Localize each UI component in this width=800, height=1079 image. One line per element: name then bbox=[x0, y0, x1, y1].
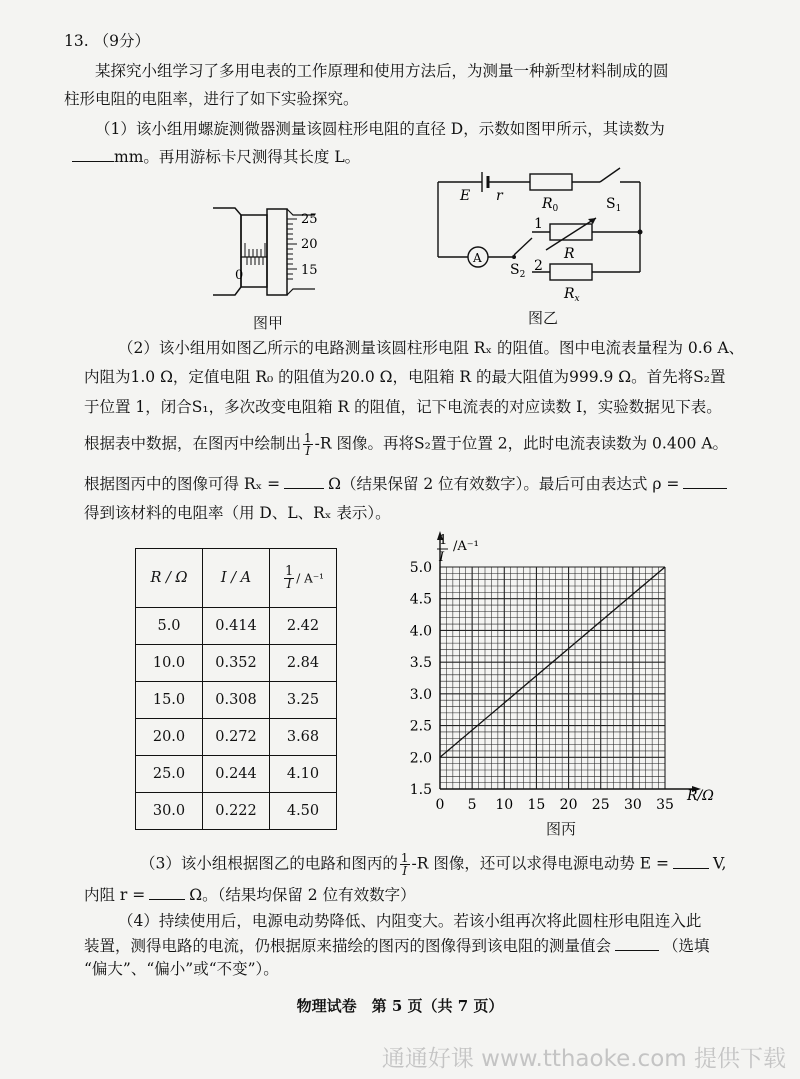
part3-line-1-a: （3）该小组根据图乙的电路和图丙的 bbox=[140, 854, 398, 873]
part3-line-1-b: -R 图像，还可以求得电源电动势 E = bbox=[411, 854, 670, 873]
x-tick-label: 20 bbox=[559, 797, 578, 813]
fraction-1-over-I: $\frac{1}{I}$ bbox=[304, 431, 312, 458]
part4-line-2-b: （选填 bbox=[663, 937, 710, 955]
table-header-R: R / Ω bbox=[136, 549, 203, 608]
answer-blank-bias[interactable] bbox=[615, 936, 659, 951]
part4-line-2-a: 装置，测得电路的电流，仍根据原来描绘的图丙的图像得到该电阻的测量值会 bbox=[84, 937, 612, 955]
fraction-1-over-I-2: $\frac{1}{I}$ bbox=[400, 851, 409, 878]
table-row: 20.0 0.272 3.68 bbox=[136, 719, 337, 756]
data-table bbox=[135, 548, 337, 830]
micrometer-tick-20: 20 bbox=[301, 237, 318, 252]
chart-grid bbox=[440, 567, 665, 789]
part3-line-2 bbox=[84, 884, 416, 906]
table-row: 5.0 0.414 2.42 bbox=[136, 608, 337, 645]
table-header-I: I / A bbox=[203, 549, 270, 608]
graph-inverse-I-vs-R bbox=[395, 522, 735, 822]
part2-line-4-a: 根据表中数据，在图丙中绘制出 bbox=[84, 434, 302, 453]
x-tick-label: 0 bbox=[435, 797, 445, 813]
label-R0: $R_0$ bbox=[542, 196, 559, 214]
circuit-figure bbox=[430, 160, 660, 305]
y-tick-label: 5.0 bbox=[409, 560, 432, 576]
part1-line-2-text: mm。再用游标卡尺测得其长度 L。 bbox=[114, 148, 361, 166]
micrometer-figure bbox=[205, 195, 335, 310]
y-tick-label: 1.5 bbox=[409, 782, 432, 798]
chart-ylabel-unit: /A⁻¹ bbox=[453, 539, 479, 554]
x-tick-label: 25 bbox=[591, 797, 610, 813]
fig-bing-caption: 图丙 bbox=[546, 820, 577, 838]
part2-line-2: 内阻为1.0 Ω，定值电阻 R₀ 的阻值为20.0 Ω，电阻箱 R 的最大阻值为999.9 Ω。首先将S₂置 bbox=[84, 368, 726, 386]
watermark: 通通好课 www.tthaoke.com 提供下载 bbox=[381, 1046, 786, 1072]
question-number: 13. bbox=[64, 32, 89, 50]
part2-line-5 bbox=[84, 473, 727, 495]
y-tick-label: 4.0 bbox=[409, 623, 432, 640]
intro-line-2: 柱形电阻的电阻率，进行了如下实验探究。 bbox=[64, 90, 359, 108]
answer-blank-E[interactable] bbox=[673, 854, 709, 869]
x-tick-label: 15 bbox=[527, 797, 546, 813]
label-R: R bbox=[564, 246, 575, 262]
part4-line-2 bbox=[84, 935, 710, 957]
question-number-line bbox=[64, 30, 150, 52]
part3-line-2-b: Ω。（结果均保留 2 位有效数字） bbox=[189, 886, 416, 904]
part2-line-3: 于位置 1，闭合S₁，多次改变电阻箱 R 的阻值，记下电流表的对应读数 I，实验数据见下表。 bbox=[84, 398, 722, 416]
part2-line-6: 得到该材料的电阻率（用 D、L、Rₓ 表示）。 bbox=[84, 504, 391, 522]
part2-line-5-b: Ω（结果保留 2 位有效数字）。最后可由表达式 ρ = bbox=[328, 475, 680, 493]
part3-line-2-a: 内阻 r = bbox=[84, 886, 146, 904]
micrometer-tick-25: 25 bbox=[301, 212, 318, 227]
label-S1: $S_1$ bbox=[606, 196, 622, 214]
answer-blank-Rx[interactable] bbox=[284, 474, 324, 489]
chart-xlabel: R/Ω bbox=[687, 788, 714, 804]
part4-line-3: “偏大”、“偏小”或“不变”）。 bbox=[84, 960, 279, 978]
table-row: 25.0 0.244 4.10 bbox=[136, 756, 337, 793]
answer-blank-diameter[interactable] bbox=[72, 147, 114, 162]
table-header-row bbox=[136, 549, 337, 608]
y-tick-label: 2.5 bbox=[409, 718, 432, 735]
part1-line-1: （1）该小组用螺旋测微器测量该圆柱形电阻的直径 D，示数如图甲所示，其读数为 bbox=[95, 120, 665, 138]
fig-yi-caption: 图乙 bbox=[528, 309, 559, 327]
label-S2: $S_2$ bbox=[510, 262, 526, 280]
label-r: r bbox=[496, 188, 503, 204]
x-tick-label: 35 bbox=[656, 797, 674, 813]
ammeter-label: A bbox=[473, 251, 482, 265]
part4-line-1: （4）持续使用后，电源电动势降低、内阻变大。若该小组再次将此圆柱形电阻连入此 bbox=[118, 912, 702, 930]
part2-line-4 bbox=[84, 432, 728, 457]
answer-blank-rho[interactable] bbox=[683, 474, 727, 489]
y-tick-label: 3.0 bbox=[409, 686, 432, 703]
label-pos2: 2 bbox=[534, 258, 543, 274]
answer-blank-r[interactable] bbox=[149, 885, 185, 900]
chart-ylabel: 1 bbox=[439, 533, 448, 548]
intro-line-1: 某探究小组学习了多用电表的工作原理和使用方法后，为测量一种新型材料制成的圆 bbox=[95, 62, 669, 80]
part3-line-1-c: V, bbox=[713, 854, 727, 873]
part3-line-1 bbox=[140, 852, 726, 877]
fig-jia-caption: 图甲 bbox=[253, 314, 284, 332]
chart-tick-labels bbox=[410, 560, 674, 813]
x-tick-label: 30 bbox=[623, 797, 642, 813]
question-points: （9分） bbox=[93, 32, 150, 50]
y-tick-label: 3.5 bbox=[409, 655, 432, 672]
label-Rx: $R_x$ bbox=[564, 286, 580, 304]
micrometer-zero: 0 bbox=[235, 268, 244, 283]
part2-line-5-a: 根据图丙中的图像可得 Rₓ = bbox=[84, 475, 281, 493]
table-row: 10.0 0.352 2.84 bbox=[136, 645, 337, 682]
y-tick-label: 4.5 bbox=[409, 591, 432, 608]
x-tick-label: 5 bbox=[467, 797, 477, 813]
part2-line-1: （2）该小组用如图乙所示的电路测量该圆柱形电阻 Rₓ 的阻值。图中电流表量程为 0.6 A、 bbox=[118, 339, 745, 357]
y-tick-label: 2.0 bbox=[409, 750, 432, 767]
part2-line-4-b: -R 图像。再将S₂置于位置 2，此时电流表读数为 0.400 A。 bbox=[314, 434, 729, 453]
part1-line-2 bbox=[72, 146, 360, 168]
page-footer: 物理试卷 第 5 页（共 7 页） bbox=[296, 997, 504, 1015]
table-header-inverse-I: $\frac{1}{I}$ / A⁻¹ bbox=[270, 549, 337, 608]
chart-ylabel-den: I bbox=[439, 550, 445, 565]
label-pos1: 1 bbox=[534, 216, 543, 232]
table-row: 15.0 0.308 3.25 bbox=[136, 682, 337, 719]
label-E: E bbox=[460, 188, 471, 204]
table-row: 30.0 0.222 4.50 bbox=[136, 793, 337, 830]
micrometer-tick-15: 15 bbox=[301, 263, 318, 278]
x-tick-label: 10 bbox=[495, 797, 514, 813]
